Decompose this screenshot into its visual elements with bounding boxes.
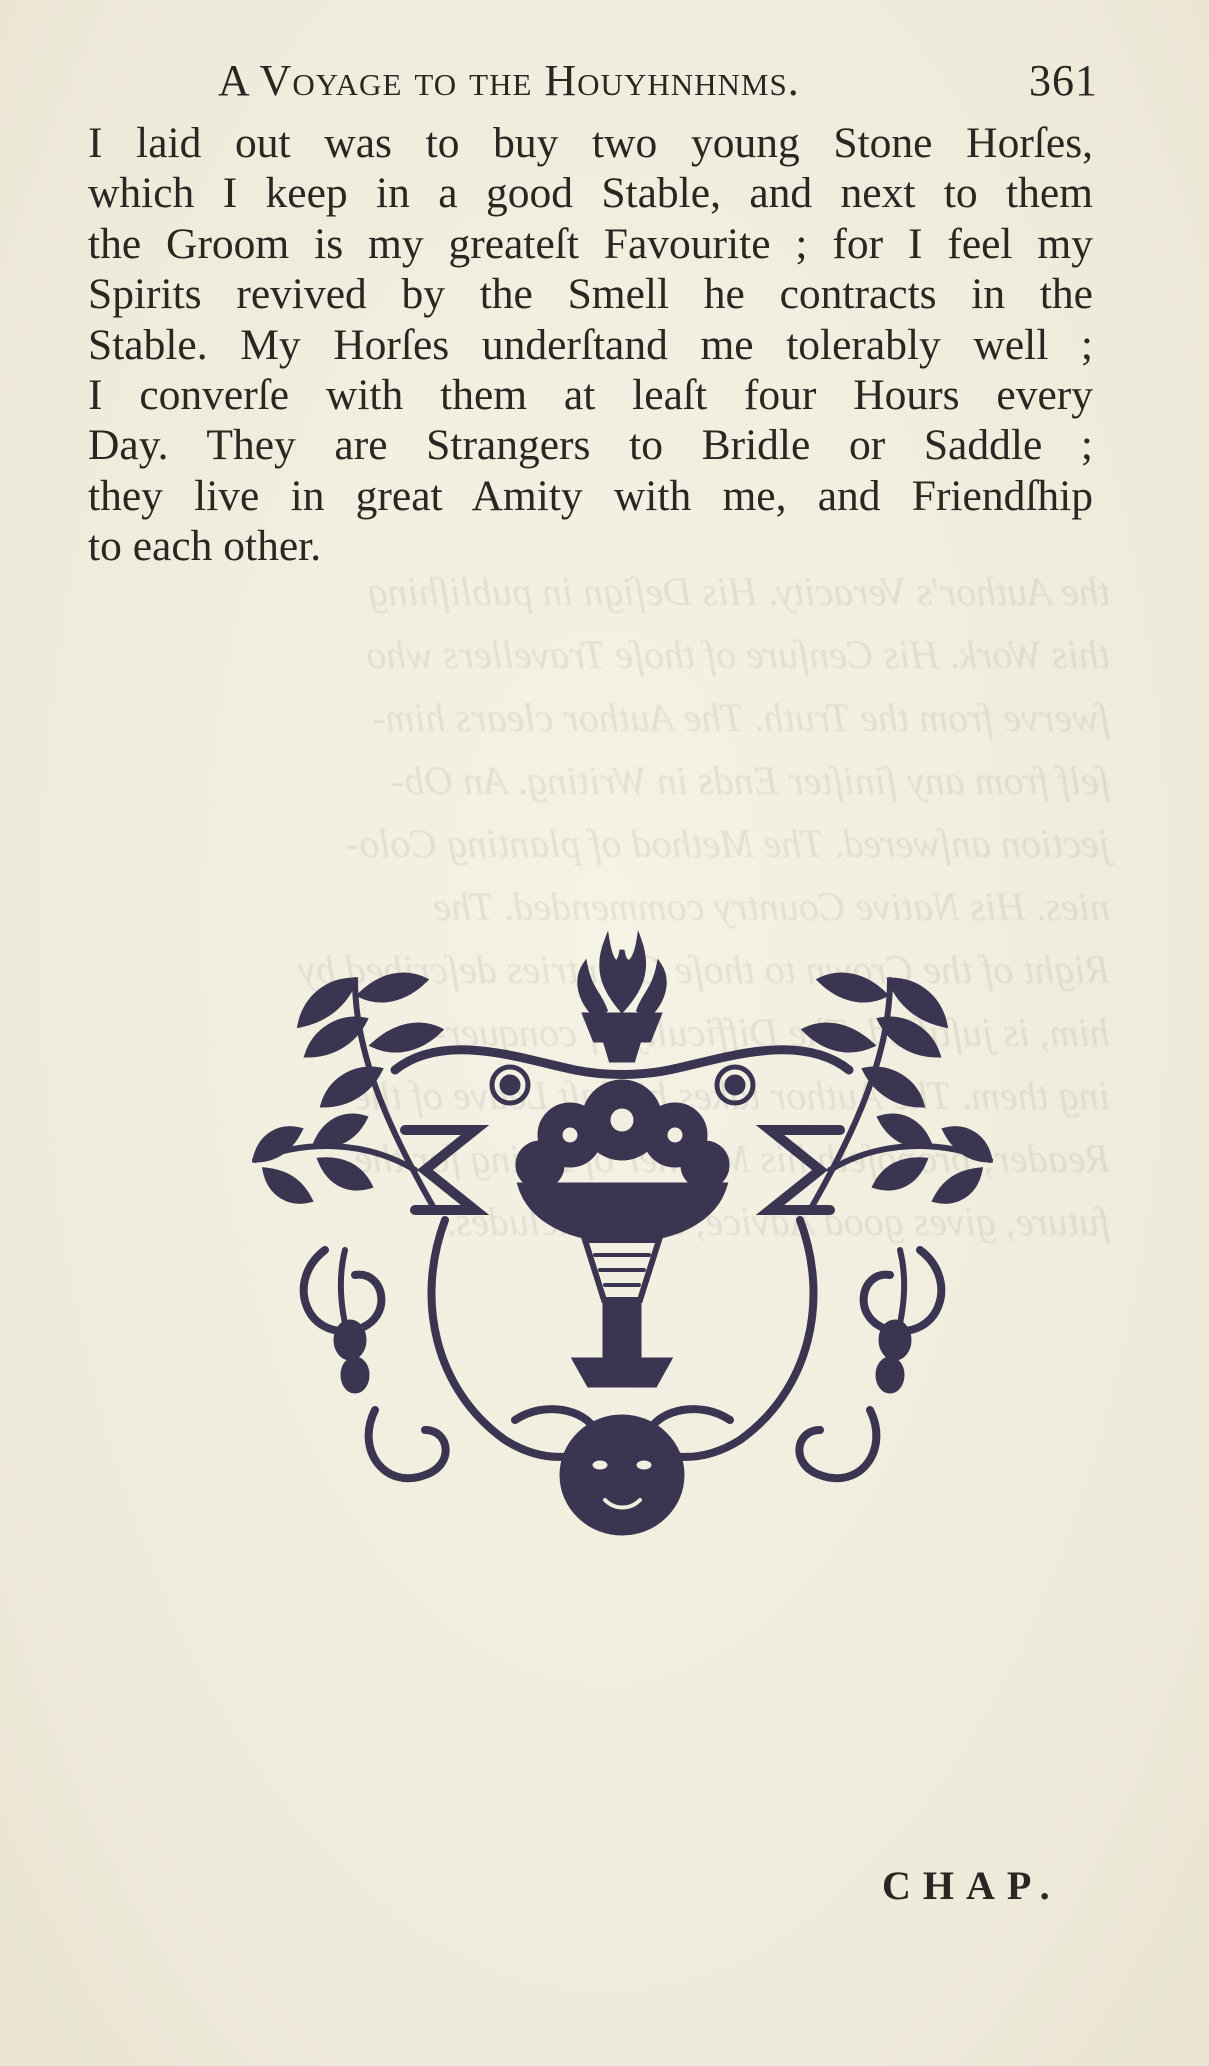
text-line: they live in great Amity with me, and Friendſhip [88, 471, 1093, 520]
urn-ornament [245, 920, 1000, 1540]
catchword: CHAP. [882, 1863, 1062, 1908]
flame-icon [580, 940, 664, 1015]
running-title: A Voyage to the Houyhnhnms. [218, 56, 800, 105]
text-line: Stable. My Horſes underſtand me tolerably well ; [88, 320, 1093, 369]
page-number: 361 [1029, 56, 1098, 105]
text-line: I converſe with them at leaſt four Hours every [88, 371, 1093, 420]
text-line: which I keep in a good Stable, and next to them [88, 169, 1093, 218]
body-paragraph [88, 118, 1093, 572]
running-header [218, 55, 1098, 115]
text-line: I laid out was to buy two young Stone Horſes, [88, 119, 1093, 167]
flower-basket-icon [518, 1082, 727, 1240]
mask-icon [515, 1409, 730, 1533]
text-line: Spirits revived by the Smell he contracts in the [88, 270, 1093, 319]
text-line: to each other. [88, 522, 322, 571]
text-line: the Groom is my greateſt Favourite ; for I feel my [88, 219, 1093, 268]
text-line: Day. They are Strangers to Bridle or Saddle ; [88, 421, 1093, 470]
show-through-text: the Author's Veracity. His Deſign in publiſhing this Work. His Cenſure of thoſe Travellers who ſwerve from the Truth. The Author clears him- ſelf from any ſiniſter Ends in Writing. An Ob- jection anſwered. The Method of planting Colo- nies. His Native Country commended. The Right of the Crown to thoſe Countries deſcribed by him, is juſtified. The Difficulty of conquer- ing them. The Author takes his laſt Leave of the Reader; propoſeth his Manner of Living for the future, gives good Advice, and concludes. [298, 569, 1110, 1244]
